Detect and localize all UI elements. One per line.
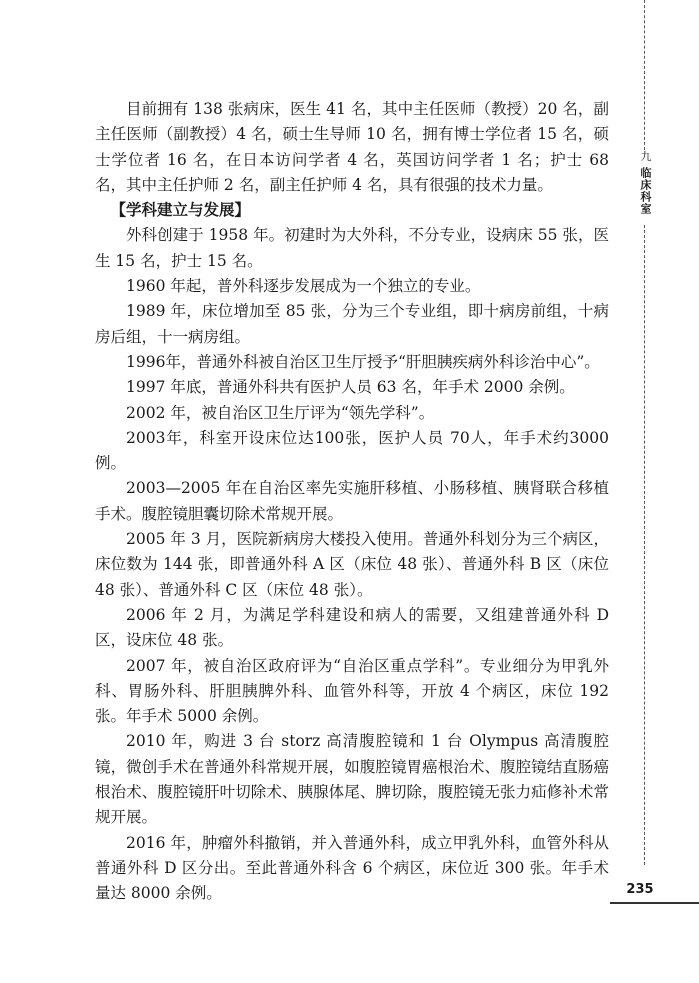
history-paragraph: 2005 年 3 月，医院新病房大楼投入使用。普通外科划分为三个病区，床位数为 144 张，即普通外科 A 区（床位 48 张）、普通外科 B 区（床位 48 张）、普通外科 C 区（床位 48 张）。	[95, 530, 609, 599]
history-paragraph: 2006 年 2 月，为满足学科建设和病人的需要，又组建普通外科 D 区，设床位 48 张。	[95, 605, 609, 650]
history-paragraph: 外科创建于 1958 年。初建时为大外科，不分专业，设病床 55 张，医生 15 名，护士 15 名。	[95, 226, 609, 270]
main-text	[95, 97, 609, 907]
history-paragraph: 2016 年，肿瘤外科撤销，并入普通外科，成立甲乳外科，血管外科从普通外科 D 区分出。至此普通外科含 6 个病区，床位近 300 张。年手术量达 8000 余例。	[95, 833, 609, 903]
page-number: 235	[626, 882, 654, 897]
section-heading: 【学科建立与发展】	[110, 201, 251, 220]
history-paragraph: 2003—2005 年在自治区率先实施肝移植、小肠移植、胰肾联合移植手术。腹腔镜胆囊切除术常规开展。	[95, 479, 609, 523]
history-paragraph: 2003年，科室开设床位达100张，医护人员 70人，年手术约3000例。	[95, 428, 609, 473]
chapter-title: 临床科室	[639, 167, 652, 215]
history-paragraph: 2010 年，购进 3 台 storz 高清腹腔镜和 1 台 Olympus 高清腹腔镜，微创手术在普通外科常规开展，如腹腔镜胃癌根治术、腹腔镜结直肠癌根治术、腹腔镜肝叶切除术、胰腺体尾、脾切除，腹腔镜无张力疝修补术常规开展。	[95, 732, 609, 827]
side-rail-dashed-line	[644, 0, 645, 150]
side-rail-dashed-line-lower	[644, 225, 645, 865]
page-number-rule	[610, 902, 699, 904]
history-paragraph: 1996年，普通外科被自治区卫生厅授予“肝胆胰疾病外科诊治中心”。	[126, 352, 600, 371]
chapter-number: 九	[640, 150, 652, 163]
history-paragraph: 1960 年起，普外科逐步发展成为一个独立的专业。	[126, 277, 481, 296]
history-paragraph: 2002 年，被自治区卫生厅评为“领先学科”。	[126, 403, 435, 422]
history-paragraph: 2007 年，被自治区政府评为“自治区重点学科”。专业细分为甲乳外科、胃肠外科、肝胆胰脾外科、血管外科等，开放 4 个病区，床位 192 张。年手术 5000 余例。	[95, 656, 609, 726]
intro-paragraph: 目前拥有 138 张病床，医生 41 名，其中主任医师（教授）20 名，副主任医师（副教授）4 名，硕士生导师 10 名，拥有博士学位者 15 名，硕士学位者 16 名，在日本访问学者 4 名，英国访问学者 1 名；护士 68 名，其中主任护师 2 名，副主任护师 4 名，具有很强的技术力量。	[95, 100, 609, 194]
history-paragraph: 1989 年，床位增加至 85 张，分为三个专业组，即十病房前组，十病房后组，十一病房组。	[95, 302, 609, 346]
history-paragraph: 1997 年底，普通外科共有医护人员 63 名，年手术 2000 余例。	[126, 378, 575, 397]
